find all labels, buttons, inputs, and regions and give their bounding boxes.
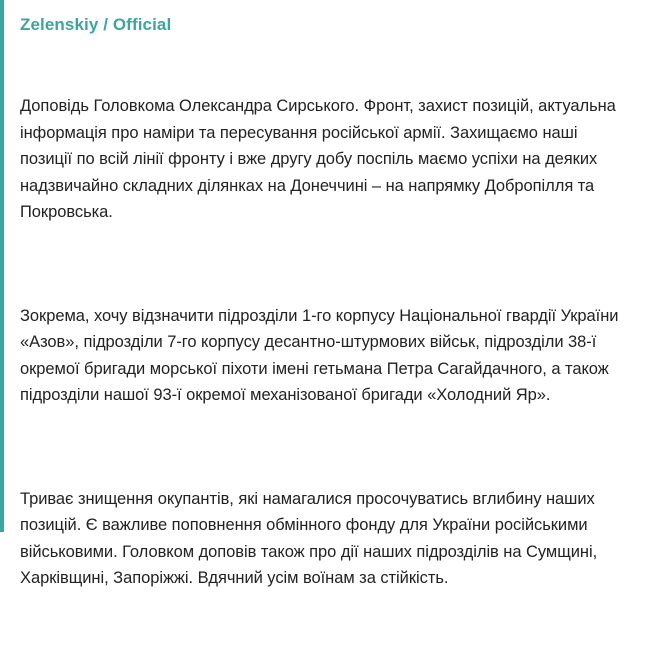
message-author[interactable]: Zelenskiy / Official [20, 15, 172, 34]
channel-accent-bar [0, 0, 4, 532]
message-paragraph: Зокрема, хочу відзначити підрозділи 1-го корпусу Національної гвардії України «Азов», підрозділи 7-го корпусу десантно-штурмових військ, підрозділи 38-ї окремої бригади морської піхоти імені гетьмана Петра Сагайдачного, а також підрозділи нашої 93-ї окремої механізованої бригади «Холодний Яр». [20, 306, 623, 404]
message-body [20, 40, 633, 645]
message-paragraph: Доповідь Головкома Олександра Сирського. Фронт, захист позицій, актуальна інформація про наміри та пересування російської армії. Захищаємо наші позиції по всій лінії фронту і вже другу добу поспіль маємо успіхи на деяких надзвичайно складних ділянках на Донеччині – на напрямку Добропілля та Покровська. [20, 97, 621, 221]
message-paragraph: Триває знищення окупантів, які намагалися просочуватись вглибину наших позицій. Є важливе поповнення обмінного фонду для України російськими військовими. Головком доповів також про дії наших підрозділів на Сумщині, Харківщині, Запоріжжі. Вдячний усім воїнам за стійкість. [20, 489, 602, 587]
